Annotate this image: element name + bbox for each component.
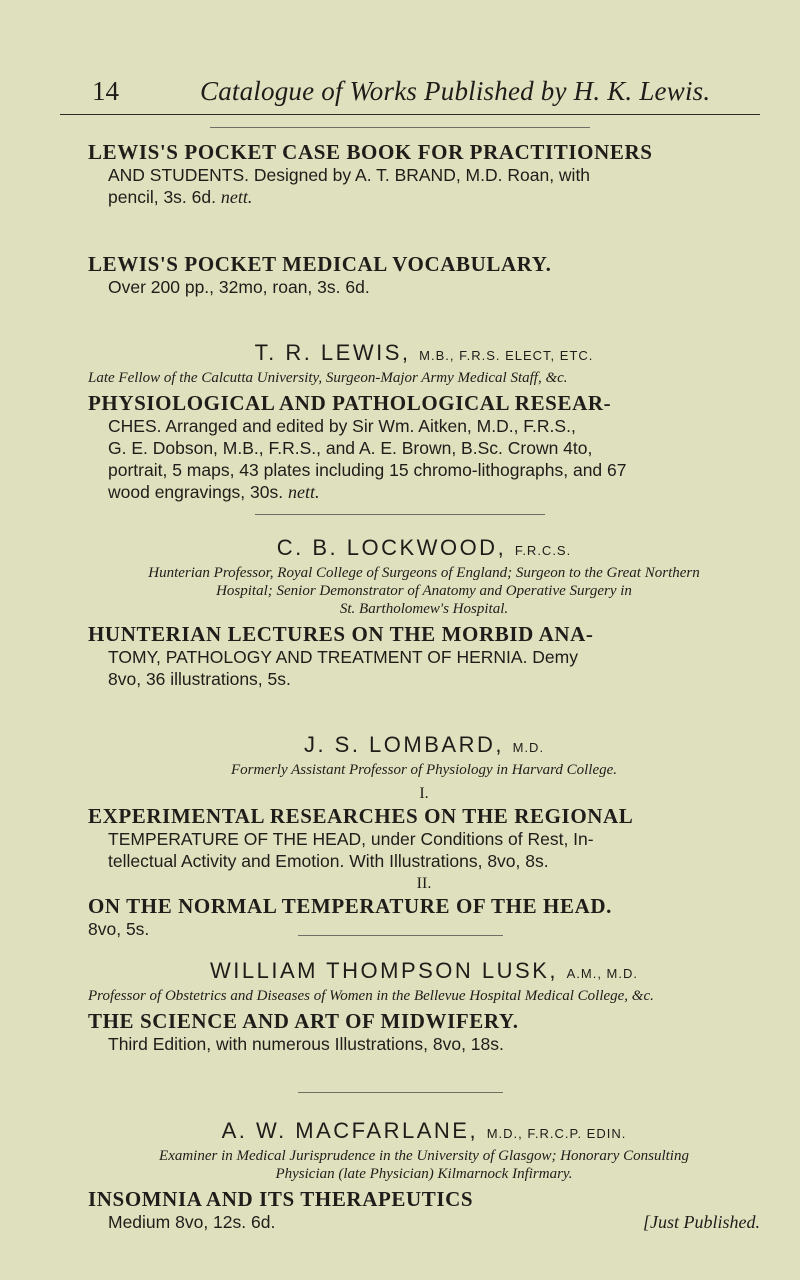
entry-macfarlane xyxy=(88,1118,760,1233)
details-line: G. E. Dobson, M.B., F.R.S., and A. E. Brown, B.Sc. Crown 4to, xyxy=(108,438,593,458)
details-line: Third Edition, with numerous Illustrations, 8vo, 18s. xyxy=(108,1034,504,1054)
author-affiliation xyxy=(88,564,760,618)
entry-lusk xyxy=(88,958,760,1055)
book-title: INSOMNIA AND ITS THERAPEUTICS xyxy=(88,1187,474,1211)
details-line: wood engravings, 30s. nett. xyxy=(108,482,320,502)
book-title: LEWIS'S POCKET MEDICAL VOCABULARY. xyxy=(88,252,552,276)
details-line: portrait, 5 maps, 43 plates including 15 chromo-lithographs, and 67 xyxy=(108,460,627,480)
book-title: THE SCIENCE AND ART OF MIDWIFERY. xyxy=(88,1009,519,1033)
details-line: TOMY, PATHOLOGY AND TREATMENT OF HERNIA. Demy xyxy=(108,647,578,667)
running-title: Catalogue of Works Published by H. K. Lewis. xyxy=(200,76,711,106)
section-numeral: I. xyxy=(419,785,429,802)
book-title: EXPERIMENTAL RESEARCHES ON THE REGIONAL xyxy=(88,804,634,828)
author-affiliation: Formerly Assistant Professor of Physiology in Harvard College. xyxy=(230,762,618,778)
entry-lewis xyxy=(88,340,760,503)
author-name: A. W. MACFARLANE, M.D., F.R.C.P. EDIN. xyxy=(221,1118,627,1143)
divider xyxy=(298,935,503,936)
affiliation-line: St. Bartholomew's Hospital. xyxy=(339,601,509,617)
section-numeral: II. xyxy=(416,875,432,892)
author-name: C. B. LOCKWOOD, F.R.C.S. xyxy=(276,535,572,560)
book-title: HUNTERIAN LECTURES ON THE MORBID ANA- xyxy=(88,622,594,646)
book-details xyxy=(88,828,760,872)
affiliation-line: Examiner in Medical Jurisprudence in the University of Glasgow; Honorary Consulting xyxy=(159,1148,689,1164)
author-affiliation: Late Fellow of the Calcutta University, Surgeon-Major Army Medical Staff, &c. xyxy=(88,370,568,386)
details-line: Medium 8vo, 12s. 6d. xyxy=(108,1212,276,1232)
divider xyxy=(255,514,545,515)
author-affiliation xyxy=(88,1147,760,1183)
details-line: TEMPERATURE OF THE HEAD, under Conditions of Rest, In- xyxy=(108,829,594,849)
divider xyxy=(210,127,590,128)
entry-pocket-vocabulary xyxy=(88,252,760,298)
details-line: pencil, 3s. 6d. nett. xyxy=(108,187,253,207)
details-line: 8vo, 5s. xyxy=(88,919,150,939)
book-title: ON THE NORMAL TEMPERATURE OF THE HEAD. xyxy=(88,894,612,918)
book-details xyxy=(88,1211,760,1233)
page-number: 14 xyxy=(92,76,119,106)
entry-lockwood xyxy=(88,535,760,690)
details-line: CHES. Arranged and edited by Sir Wm. Aitken, M.D., F.R.S., xyxy=(108,416,576,436)
just-published-note: [Just Published. xyxy=(643,1212,760,1232)
book-title: LEWIS'S POCKET CASE BOOK FOR PRACTITIONERS xyxy=(88,140,653,164)
book-details xyxy=(88,164,760,208)
affiliation-line: Hospital; Senior Demonstrator of Anatomy and Operative Surgery in xyxy=(216,583,632,599)
entry-pocket-case-book xyxy=(88,140,760,208)
divider xyxy=(298,1092,503,1093)
details-line: AND STUDENTS. Designed by A. T. BRAND, M.D. Roan, with xyxy=(108,165,591,185)
author-name: J. S. LOMBARD, M.D. xyxy=(303,732,545,757)
details-line: tellectual Activity and Emotion. With Illustrations, 8vo, 8s. xyxy=(108,851,549,871)
book-details xyxy=(88,646,760,690)
author-affiliation: Professor of Obstetrics and Diseases of Women in the Bellevue Hospital Medical College, &c. xyxy=(88,988,654,1004)
details-line: 8vo, 36 illustrations, 5s. xyxy=(108,669,291,689)
author-name: WILLIAM THOMPSON LUSK, A.M., M.D. xyxy=(210,958,638,983)
affiliation-line: Hunterian Professor, Royal College of Surgeons of England; Surgeon to the Great Northern xyxy=(148,565,700,581)
affiliation-line: Physician (late Physician) Kilmarnock Infirmary. xyxy=(275,1166,573,1182)
entry-lombard xyxy=(88,732,760,940)
author-name: T. R. LEWIS, M.B., F.R.S. ELECT, ETC. xyxy=(254,340,594,365)
book-title: PHYSIOLOGICAL AND PATHOLOGICAL RESEAR- xyxy=(88,391,612,415)
details-line: Over 200 pp., 32mo, roan, 3s. 6d. xyxy=(108,277,370,297)
page-header xyxy=(60,76,760,115)
book-details xyxy=(88,415,760,503)
